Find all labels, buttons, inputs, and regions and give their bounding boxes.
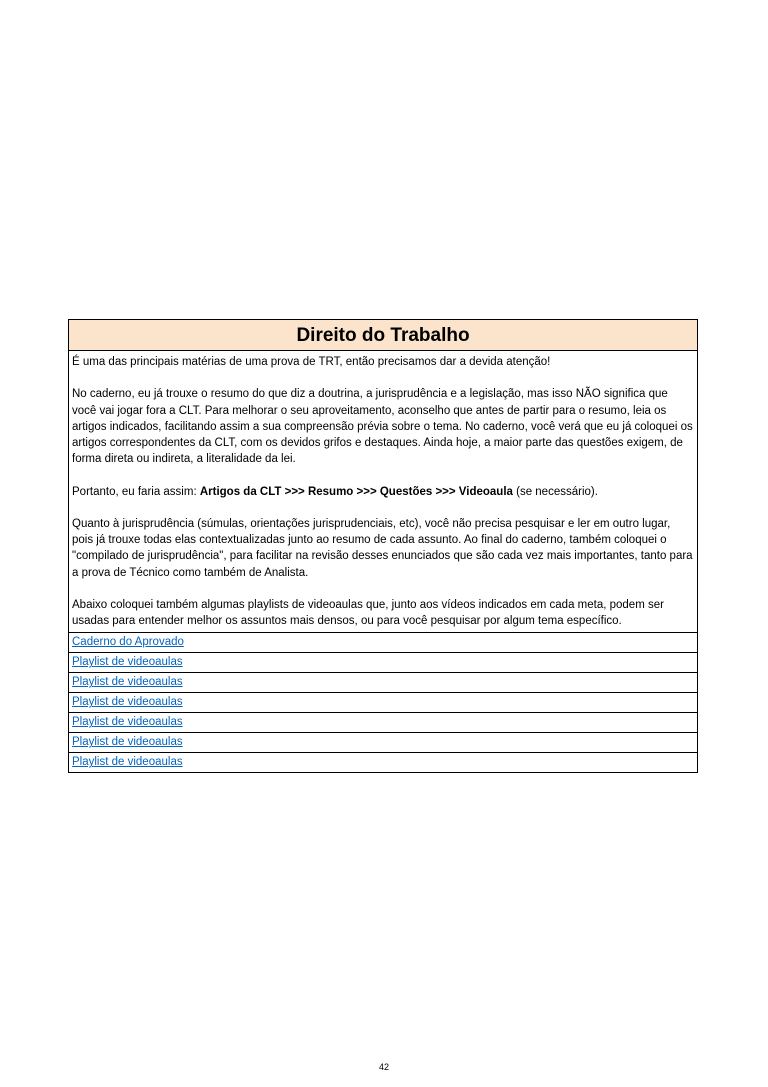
playlist-link[interactable]: Playlist de videoaulas [72, 736, 183, 749]
link-row [69, 732, 697, 752]
link-row [69, 692, 697, 712]
playlist-link[interactable]: Playlist de videoaulas [72, 716, 183, 729]
study-order-sequence: Artigos da CLT >>> Resumo >>> Questões >>> Videoaula [199, 485, 513, 498]
content-box [68, 319, 698, 773]
playlist-link[interactable]: Playlist de videoaulas [72, 696, 183, 709]
section-title: Direito do Trabalho [296, 325, 470, 346]
jurisprudencia-paragraph: Quanto à jurisprudência (súmulas, orientações jurisprudenciais, etc), você não precisa pesquisar e ler em outro lugar, pois já trouxe todas elas contextualizadas junto ao resumo de cada assunto. Ao final do caderno, também coloquei o "compilado de jurisprudência", para facilitar na revisão desses enunciados que são cada vez mais importantes, tanto para a prova de Técnico como também de Analista. [72, 517, 693, 579]
playlist-link[interactable]: Playlist de videoaulas [72, 756, 183, 769]
page-number: 42 [378, 1062, 389, 1072]
caderno-do-aprovado-link[interactable]: Caderno do Aprovado [72, 636, 184, 649]
playlist-link[interactable]: Playlist de videoaulas [72, 656, 183, 669]
playlist-link[interactable]: Playlist de videoaulas [72, 676, 183, 689]
study-order-prefix: Portanto, eu faria assim: [72, 485, 200, 498]
link-row [69, 632, 697, 652]
section-header [69, 320, 697, 351]
intro-paragraph: É uma das principais matérias de uma prova de TRT, então precisamos dar a devida atenção! [72, 356, 551, 368]
playlists-paragraph: Abaixo coloquei também algumas playlists de videoaulas que, junto aos vídeos indicados em cada meta, podem ser usadas para entender melhor os assuntos mais densos, ou para você pesquisar por algum tema específico. [72, 598, 664, 628]
link-row [69, 712, 697, 732]
study-order-paragraph [72, 484, 693, 500]
caderno-paragraph: No caderno, eu já trouxe o resumo do que diz a doutrina, a jurisprudência e a legislação, mas isso NÃO significa que você vai jogar fora a CLT. Para melhorar o seu aproveitamento, aconselho que antes de partir para o resumo, leia os artigos indicados, facilitando assim a sua compreensão prévia sobre o tema. No caderno, você verá que eu já coloquei os artigos correspondentes da CLT, com os devidos grifos e destaques. Ainda hoje, a maior parte das questões exigem, de forma direta ou indireta, a literalidade da lei. [72, 388, 693, 466]
link-row [69, 672, 697, 692]
link-row [69, 752, 697, 772]
section-body [69, 351, 697, 632]
link-row [69, 652, 697, 672]
study-order-suffix: (se necessário). [512, 485, 598, 498]
